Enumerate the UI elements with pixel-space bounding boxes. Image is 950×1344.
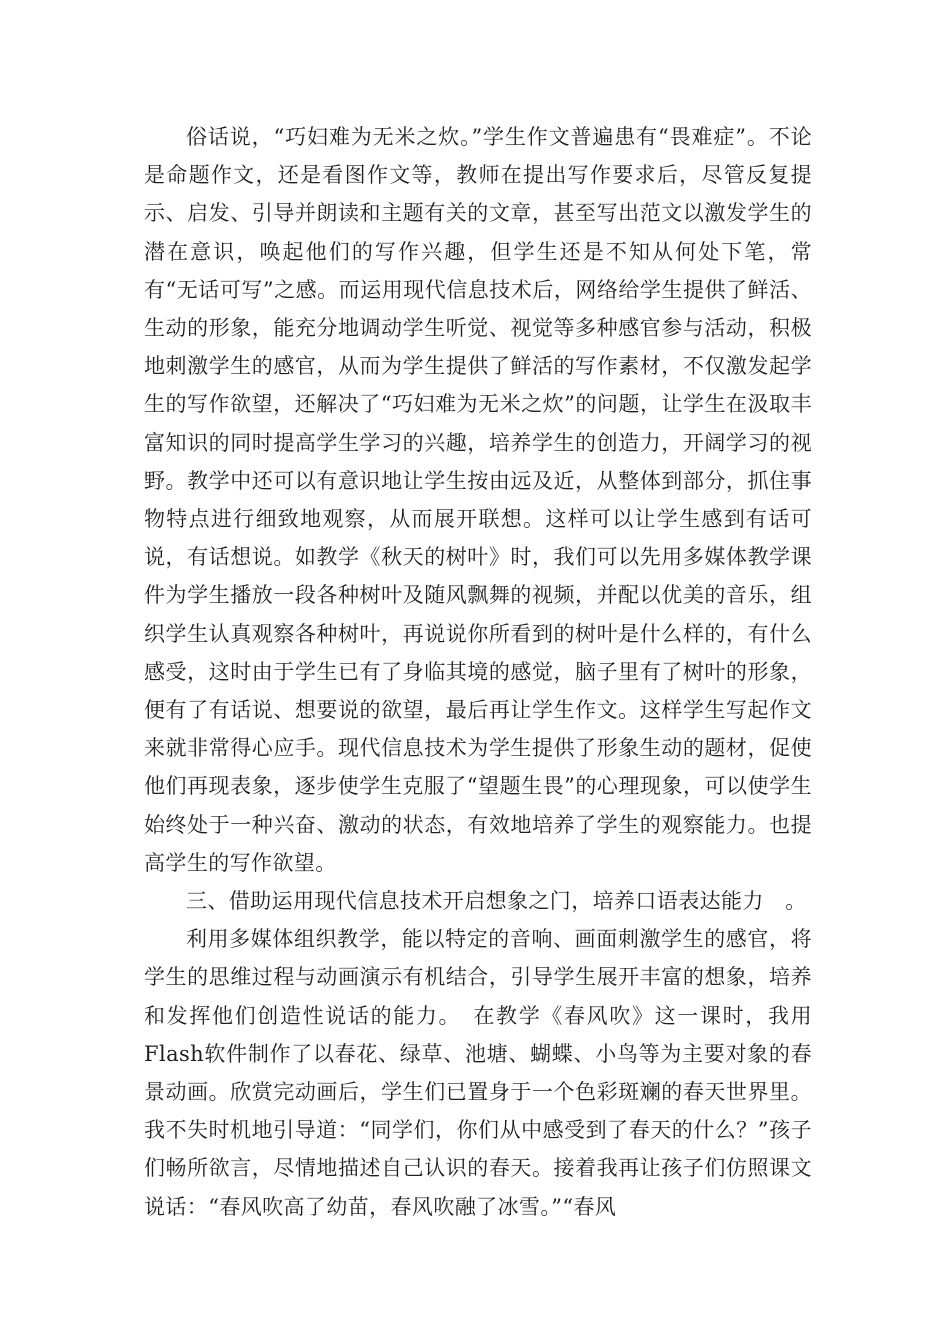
section-heading-3: 三、借助运用现代信息技术开启想象之门，培养口语表达能力 。 bbox=[186, 889, 807, 914]
document-body bbox=[144, 118, 812, 1226]
body-paragraph-2: 利用多媒体组织教学，能以特定的音响、画面刺激学生的感官，将学生的思维过程与动画演示有机结合，引导学生展开丰富的想象，培养和发挥他们创造性说话的能力。 在教学《春风吹》这一课时，我用Flash软件制作了以春花、绿草、池塘、蝴蝶、小鸟等为主要对象的春景动画。欣赏完动画后，学生们已置身于一个色彩斑斓的春天世界里。我不失时机地引导道：“同学们，你们从中感受到了春天的什么？”孩子们畅所欲言，尽情地描述自己认识的春天。接着我再让孩子们仿照课文说话：“春风吹高了幼苗，春风吹融了冰雪。”“春风 bbox=[144, 927, 812, 1219]
body-paragraph-1: 俗话说，“巧妇难为无米之炊。”学生作文普遍患有“畏难症”。不论是命题作文，还是看图作文等，教师在提出写作要求后，尽管反复提示、启发、引导并朗读和主题有关的文章，甚至写出范文以激发学生的潜在意识，唤起他们的写作兴趣，但学生还是不知从何处下笔，常有“无话可写”之感。而运用现代信息技术后，网络给学生提供了鲜活、生动的形象，能充分地调动学生听觉、视觉等多种感官参与活动，积极地刺激学生的感官，从而为学生提供了鲜活的写作素材，不仅激发起学生的写作欲望，还解决了“巧妇难为无米之炊”的问题，让学生在汲取丰富知识的同时提高学生学习的兴趣，培养学生的创造力，开阔学习的视野。教学中还可以有意识地让学生按由远及近，从整体到部分，抓住事物特点进行细致地观察，从而展开联想。这样可以让学生感到有话可说，有话想说。如教学《秋天的树叶》时，我们可以先用多媒体教学课件为学生播放一段各种树叶及随风飘舞的视频，并配以优美的音乐，组织学生认真观察各种树叶，再说说你所看到的树叶是什么样的，有什么感受，这时由于学生已有了身临其境的感觉，脑子里有了树叶的形象，便有了有话说、想要说的欲望，最后再让学生作文。这样学生写起作文来就非常得心应手。现代信息技术为学生提供了形象生动的题材，促使他们再现表象，逐步使学生克服了“望题生畏”的心理现象，可以使学生始终处于一种兴奋、激动的状态，有效地培养了学生的观察能力。也提高学生的写作欲望。 bbox=[144, 125, 812, 875]
